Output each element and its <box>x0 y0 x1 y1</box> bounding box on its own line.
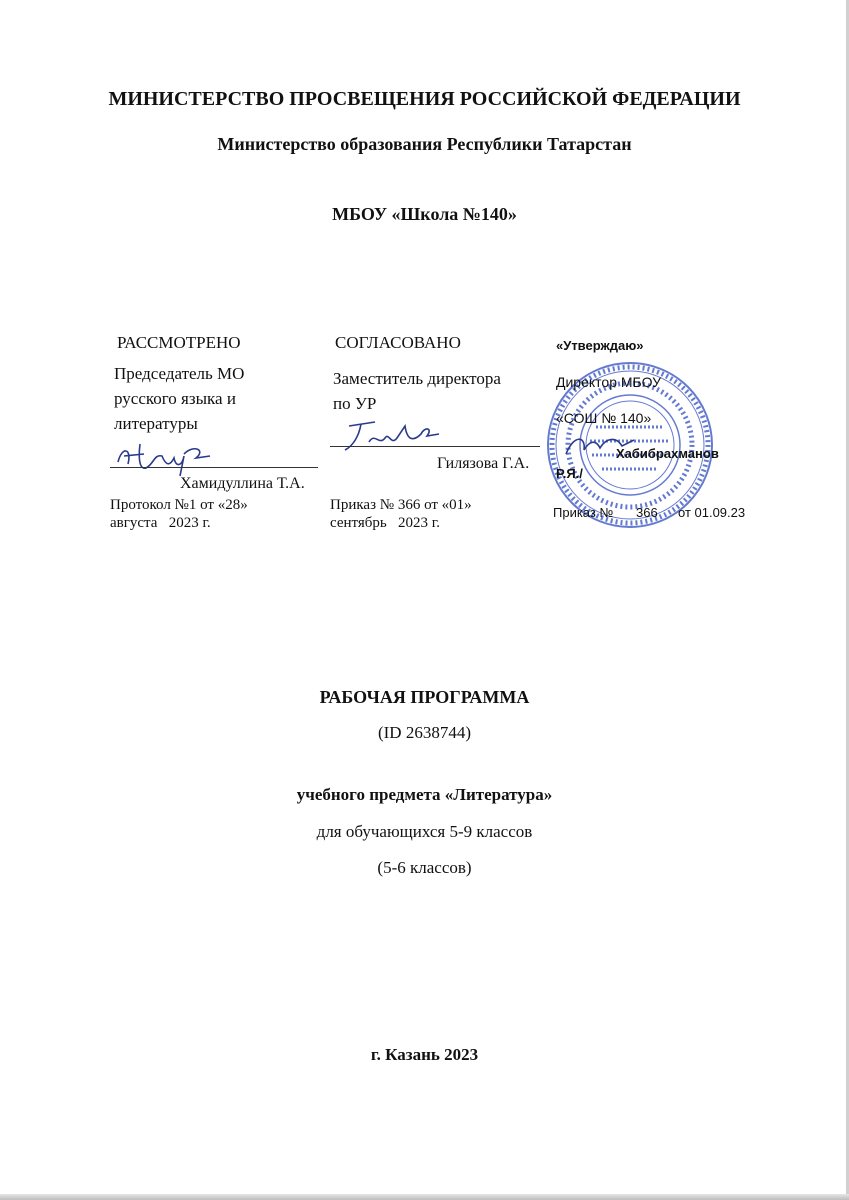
city-year: г. Казань 2023 <box>370 1045 479 1064</box>
agreed-role-line1: Заместитель директора <box>333 369 501 388</box>
agreed-title: СОГЛАСОВАНО <box>335 333 461 352</box>
agreed-order-line1: Приказ № 366 от «01» <box>330 497 472 513</box>
reviewed-title: РАССМОТРЕНО <box>117 333 241 352</box>
agreed-order-line2: сентябрь 2023 г. <box>330 515 440 531</box>
approved-title: «Утверждаю» <box>556 338 644 353</box>
regional-ministry: Министерство образования Республики Татарстан <box>217 134 632 154</box>
reviewer-signature-line <box>110 467 318 468</box>
reviewer-name: Хамидуллина Т.А. <box>180 475 305 492</box>
reviewed-role-line1: Председатель МО <box>114 364 245 383</box>
reviewed-protocol-line2: августа 2023 г. <box>110 515 211 531</box>
program-audience: для обучающихся 5-9 классов <box>316 822 533 841</box>
ministry-title: МИНИСТЕРСТВО ПРОСВЕЩЕНИЯ РОССИЙСКОЙ ФЕДЕРАЦИИ <box>108 88 741 110</box>
program-grades: (5-6 классов) <box>377 858 472 877</box>
approved-order-date: от 01.09.23 <box>678 505 746 520</box>
agreed-name: Гилязова Г.А. <box>437 455 530 472</box>
agreed-signature-line <box>330 446 540 447</box>
school-name: МБОУ «Школа №140» <box>332 204 517 224</box>
approved-order-number: 366 <box>636 505 658 520</box>
reviewed-role-line3: литературы <box>114 414 198 433</box>
agreed-signature <box>335 416 445 456</box>
director-name-line2: Р.Я./ <box>556 466 583 481</box>
program-title: РАБОЧАЯ ПРОГРАММА <box>319 687 530 707</box>
reviewer-signature <box>110 440 220 480</box>
page-edge-bottom <box>0 1194 849 1200</box>
program-id: (ID 2638744) <box>377 723 471 742</box>
director-name-line1: Хабибрахманов <box>616 446 719 461</box>
approved-role-line2: «СОШ № 140» <box>556 410 652 426</box>
reviewed-role-line2: русского языка и <box>114 389 236 408</box>
program-subject: учебного предмета «Литература» <box>296 785 553 804</box>
reviewed-protocol-line1: Протокол №1 от «28» <box>110 497 248 513</box>
approved-role-line1: Директор МБОУ <box>556 374 662 390</box>
agreed-role-line2: по УР <box>333 394 377 413</box>
approved-order-label: Приказ № <box>553 505 614 520</box>
